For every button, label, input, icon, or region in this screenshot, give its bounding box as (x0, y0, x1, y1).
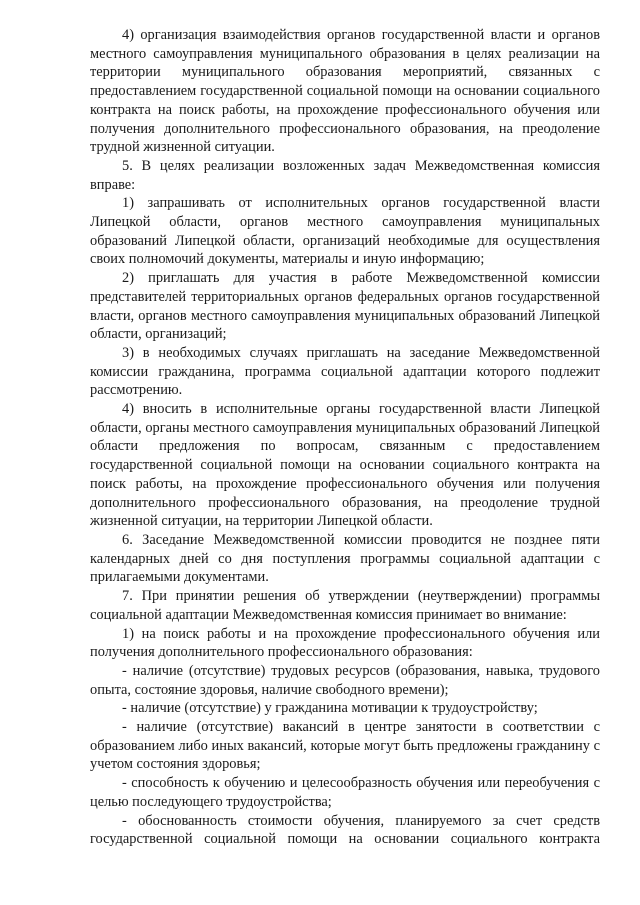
paragraph-section-7: 7. При принятии решения об утверждении (неутверждении) программы социальной адаптации Межведомственная комиссия принимает во внимание: (90, 588, 600, 623)
paragraph-bullet-learning: - способность к обучению и целесообразность обучения или переобучения с целью последующего трудоустройства; (90, 775, 600, 810)
paragraph-bullet-vacancies: - наличие (отсутствие) вакансий в центре занятости в соответствии с образованием либо иных вакансий, которые могут быть предложены гражданину с учетом состояния здоровья; (90, 719, 600, 773)
document-body (90, 26, 600, 849)
paragraph-section-5: 5. В целях реализации возложенных задач Межведомственная комиссия вправе: (90, 157, 600, 193)
paragraph-bullet-cost: - обоснованность стоимости обучения, планируемого за счет средств государственной социальной помощи на основании социального контракта (90, 812, 600, 848)
paragraph-bullet-motivation: - наличие (отсутствие) у гражданина мотивации к трудоустройству; (122, 700, 538, 717)
paragraph-section-6: 6. Заседание Межведомственной комиссии проводится не позднее пяти календарных дней со дня поступления программы социальной адаптации с прилагаемыми документами. (90, 531, 600, 586)
paragraph-criteria-1: 1) на поиск работы и на прохождение профессионального обучения или получения дополнительного профессионального образования: (90, 625, 600, 661)
paragraph-bullet-resources: - наличие (отсутствие) трудовых ресурсов (образования, навыка, трудового опыта, состояние здоровья, наличие свободного времени); (90, 662, 600, 698)
paragraph-right-3-citizen: 3) в необходимых случаях приглашать на заседание Межведомственной комиссии гражданина, программа социальной адаптации которого подлежит рассмотрению. (90, 344, 600, 399)
paragraph-right-1-request: 1) запрашивать от исполнительных органов государственной власти Липецкой области, органов местного самоуправления муниципальных образований Липецкой области, организаций необходимые для осуществления своих полномочий документы, материалы и иную информацию; (90, 195, 600, 268)
paragraph-right-4-proposals: 4) вносить в исполнительные органы государственной власти Липецкой области, органы местного самоуправления муниципальных образований Липецкой области предложения по вопросам, связанным с предоставлением государственной социальной помощи на основании социального контракта на поиск работы, на прохождение профессионального обучения или получения дополнительного профессионального образования, на преодоление трудной жизненной ситуации, на территории Липецкой области. (90, 401, 600, 530)
paragraph-right-2-invite: 2) приглашать для участия в работе Межведомственной комиссии представителей территориальных органов федеральных органов государственной власти, органов местного самоуправления муниципальных образований Липецкой области, организаций; (90, 270, 600, 343)
paragraph-item-4-organization: 4) организация взаимодействия органов государственной власти и органов местного самоуправления муниципального образования в целях реализации на территории муниципального образования мероприятий, связанных с предоставлением государственной социальной помощи на основании социального контракта на поиск работы, на прохождение профессионального обучения или получения дополнительного профессионального образования, на преодоление трудной жизненной ситуации. (90, 27, 600, 156)
